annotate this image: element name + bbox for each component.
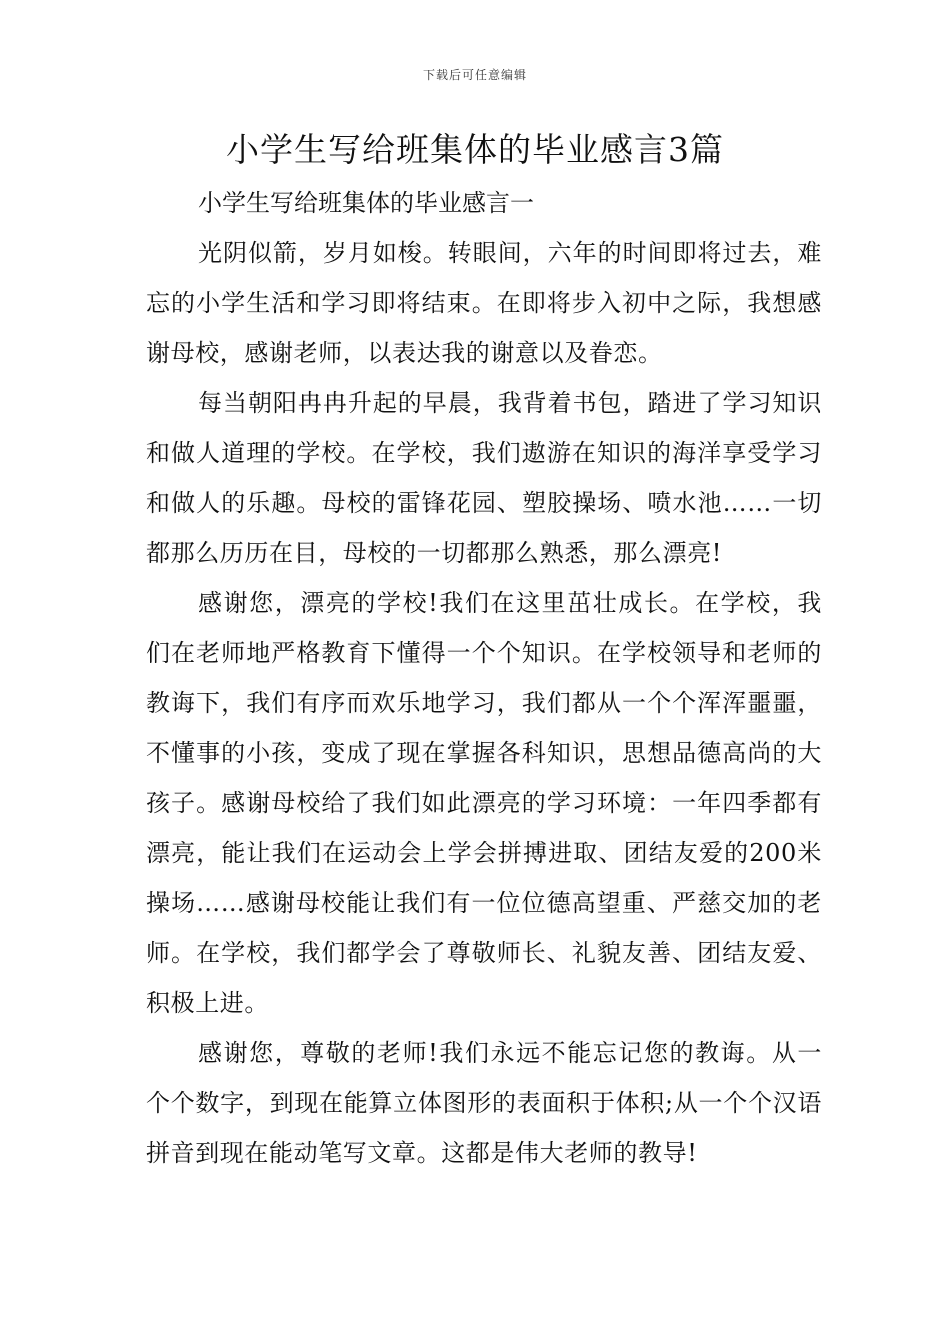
paragraph-2: 每当朝阳冉冉升起的早晨，我背着书包，踏进了学习知识和做人道理的学校。在学校，我们遨游在知识的海洋享受学习和做人的乐趣。母校的雷锋花园、塑胶操场、喷水池……一切都那么历历在目，母校的一切都那么熟悉，那么漂亮! [146,389,822,567]
document-title: 小学生写给班集体的毕业感言3篇 [226,130,724,169]
paragraph-1: 光阴似箭，岁月如梭。转眼间，六年的时间即将过去，难忘的小学生活和学习即将结束。在即将步入初中之际，我想感谢母校，感谢老师，以表达我的谢意以及眷恋。 [146,239,822,367]
paragraph-4: 感谢您，尊敬的老师!我们永远不能忘记您的教诲。从一个个数字，到现在能算立体图形的表面积于体积;从一个个汉语拼音到现在能动笔写文章。这都是伟大老师的教导! [146,1039,822,1167]
paragraph-3: 感谢您，漂亮的学校!我们在这里茁壮成长。在学校，我们在老师地严格教育下懂得一个个知识。在学校领导和老师的教诲下，我们有序而欢乐地学习，我们都从一个个浑浑噩噩，不懂事的小孩，变成了现在掌握各科知识，思想品德高尚的大孩子。感谢母校给了我们如此漂亮的学习环境：一年四季都有漂亮，能让我们在运动会上学会拼搏进取、团结友爱的200米操场……感谢母校能让我们有一位位德高望重、严慈交加的老师。在学校，我们都学会了尊敬师长、礼貌友善、团结友爱、积极上进。 [146,589,822,1017]
section-title: 小学生写给班集体的毕业感言一 [198,189,534,217]
header-note: 下载后可任意编辑 [422,68,527,82]
document-body [146,178,822,1178]
